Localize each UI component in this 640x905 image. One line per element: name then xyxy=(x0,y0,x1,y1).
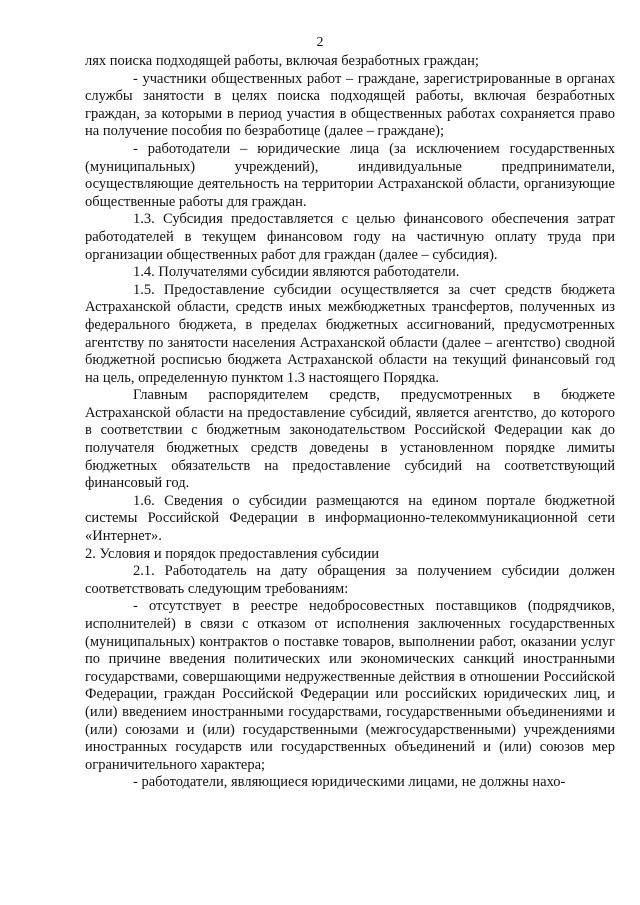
paragraph-1-4: 1.4. Получателями субсидии являются работодатели. xyxy=(133,264,460,281)
paragraph-registry-requirement: - отсутствует в реестре недобросовестных поставщиков (подрядчиков, исполнителей) в связи с отказом от исполнения заключенных государственных (муниципальных) контрактов о поставке товаров, выполнении работ, оказании услуг по причине введения политических или экономических санкций иностранными государствами, совершающими недружественные действия в отношении Российской Федерации, граждан Российской Федерации или российских юридических лиц, и (или) введением иностранными государствами, государственными объединениями и (или) союзами и (или) государственными (межгосударственными) учреждениями иностранных государств или государственных объединений и (или) союзов мер ограничительного характера; xyxy=(85,598,615,773)
paragraph-1-6: 1.6. Сведения о субсидии размещаются на едином портале бюджетной системы Российской Федерации в информационно-телекоммуникационной сети «Интернет». xyxy=(85,492,615,545)
paragraph-legal-entities: - работодатели, являющиеся юридическими лицами, не должны нахо- xyxy=(133,774,566,791)
page-number: 2 xyxy=(316,35,324,50)
paragraph-employers: - работодатели – юридические лица (за исключением государственных (муниципальных) учреждений), индивидуальные предприниматели, осуществляющие деятельность на территории Астраханской области, организующие общественные работы для граждан. xyxy=(85,140,615,210)
paragraph-2-1: 2.1. Работодатель на дату обращения за получением субсидии должен соответствовать следующим требованиям: xyxy=(85,563,615,597)
document-body xyxy=(85,53,615,792)
paragraph-1-3: 1.3. Субсидия предоставляется с целью финансового обеспечения затрат работодателей в текущем финансовом году на частичную оплату труда при организации общественных работ для граждан (далее – субсидия). xyxy=(85,211,615,263)
paragraph-chief-manager: Главным распорядителем средств, предусмотренных в бюджете Астраханской области на предоставление субсидий, является агентство, до которого в соответствии с бюджетным законодательством Российской Федерации как до получателя бюджетных средств доведены в установленном порядке лимиты бюджетных обязательств на предоставление субсидий на соответствующий финансовый год. xyxy=(85,387,615,492)
section-title-2: 2. Условия и порядок предоставления субсидии xyxy=(85,545,380,562)
paragraph-1-5: 1.5. Предоставление субсидии осуществляется за счет средств бюджета Астраханской области, средств иных межбюджетных трансфертов, полученных из федерального бюджета, в пределах бюджетных ассигнований, предусмотренных агентству по занятости населения Астраханской области (далее – агентство) сводной бюджетной росписью бюджета Астраханской области на текущий финансовый год на цель, определенную пунктом 1.3 настоящего Порядка. xyxy=(85,281,615,386)
paragraph-continuation: лях поиска подходящей работы, включая безработных граждан; xyxy=(85,53,479,69)
paragraph-public-works-participants: - участники общественных работ – граждане, зарегистрированные в органах службы занятости в целях поиска подходящей работы, включая безработных граждан, за которыми в период участия в общественных работах сохраняется право на получение пособия по безработице (далее – граждане); xyxy=(85,70,615,140)
